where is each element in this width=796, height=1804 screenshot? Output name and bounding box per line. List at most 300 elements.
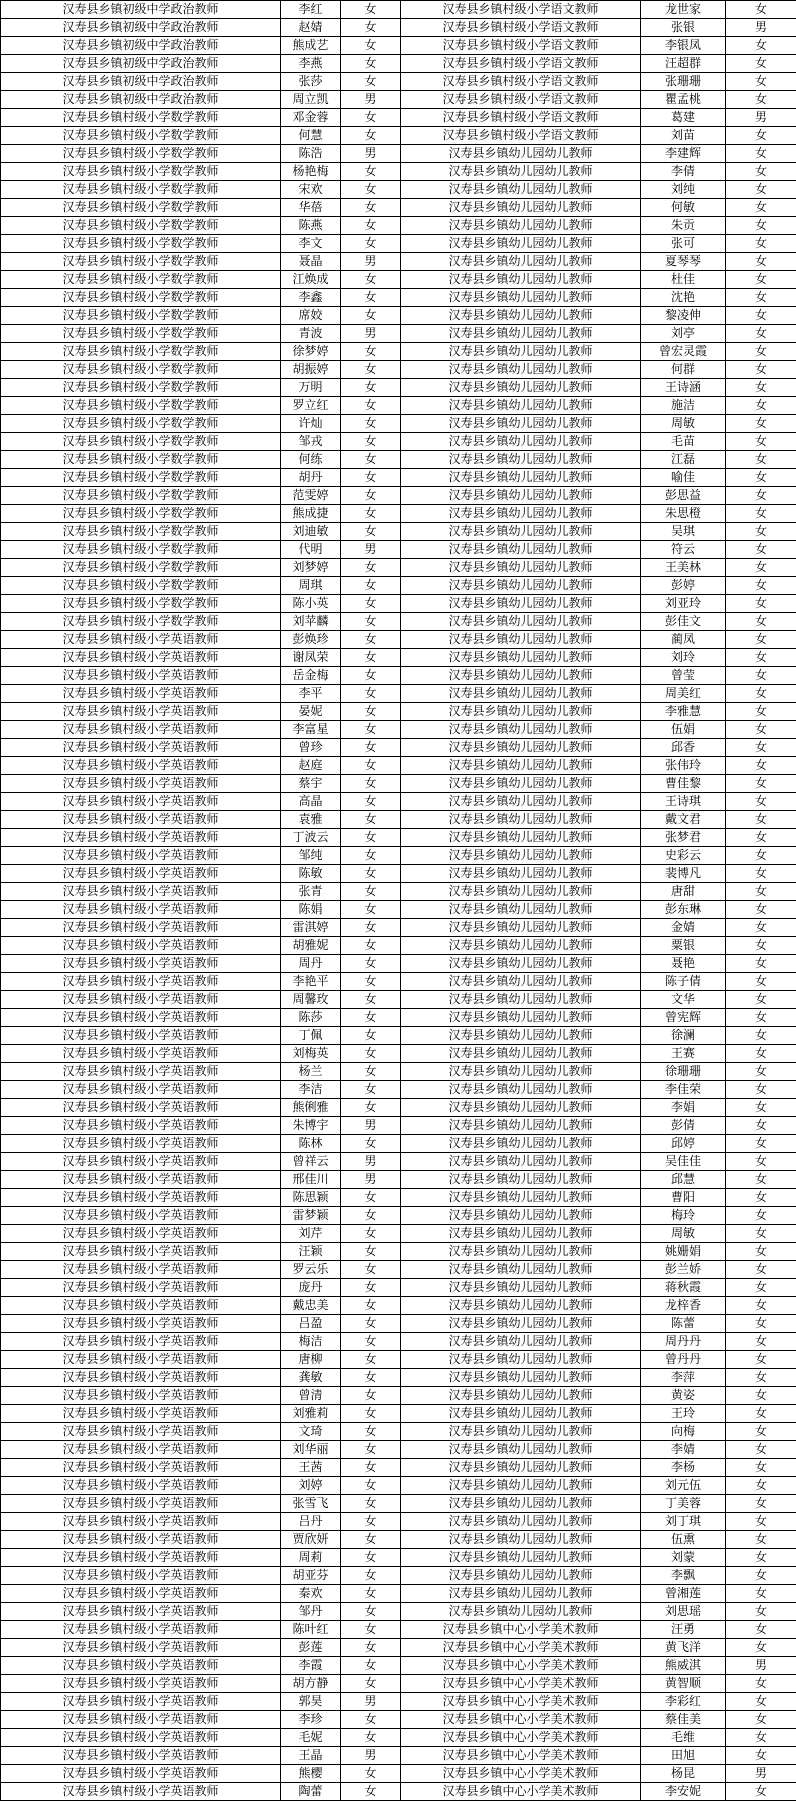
left-gender-cell: 女 bbox=[341, 1189, 401, 1207]
left-post-cell: 汉寿县乡镇村级小学英语教师 bbox=[1, 1189, 281, 1207]
right-post-cell: 汉寿县乡镇幼儿园幼儿教师 bbox=[401, 1045, 641, 1063]
right-gender-cell: 女 bbox=[726, 325, 796, 343]
left-gender-cell: 女 bbox=[341, 1495, 401, 1513]
table-row bbox=[1, 1513, 796, 1531]
right-name-cell: 陈蕾 bbox=[641, 1315, 726, 1333]
left-gender-cell: 女 bbox=[341, 433, 401, 451]
left-gender-cell: 女 bbox=[341, 1, 401, 19]
left-name-cell: 李艳平 bbox=[281, 973, 341, 991]
left-name-cell: 李文 bbox=[281, 235, 341, 253]
table-row bbox=[1, 1675, 796, 1693]
left-gender-cell: 女 bbox=[341, 775, 401, 793]
right-name-cell: 伍娟 bbox=[641, 721, 726, 739]
right-name-cell: 张伟玲 bbox=[641, 757, 726, 775]
right-gender-cell: 女 bbox=[726, 1351, 796, 1369]
right-name-cell: 李银凤 bbox=[641, 37, 726, 55]
right-gender-cell: 男 bbox=[726, 19, 796, 37]
right-name-cell: 曾湘莲 bbox=[641, 1585, 726, 1603]
right-gender-cell: 女 bbox=[726, 1369, 796, 1387]
right-gender-cell: 女 bbox=[726, 1387, 796, 1405]
left-post-cell: 汉寿县乡镇初级中学政治教师 bbox=[1, 37, 281, 55]
right-gender-cell: 女 bbox=[726, 685, 796, 703]
left-post-cell: 汉寿县乡镇村级小学英语教师 bbox=[1, 1675, 281, 1693]
left-name-cell: 李霞 bbox=[281, 1657, 341, 1675]
right-name-cell: 李安妮 bbox=[641, 1783, 726, 1801]
right-post-cell: 汉寿县乡镇幼儿园幼儿教师 bbox=[401, 829, 641, 847]
right-name-cell: 田旭 bbox=[641, 1747, 726, 1765]
table-row bbox=[1, 451, 796, 469]
left-name-cell: 罗立红 bbox=[281, 397, 341, 415]
right-name-cell: 刘丁琪 bbox=[641, 1513, 726, 1531]
left-name-cell: 江焕成 bbox=[281, 271, 341, 289]
left-post-cell: 汉寿县乡镇村级小学数学教师 bbox=[1, 613, 281, 631]
left-name-cell: 李富星 bbox=[281, 721, 341, 739]
left-name-cell: 席姣 bbox=[281, 307, 341, 325]
left-gender-cell: 女 bbox=[341, 1657, 401, 1675]
left-name-cell: 贾欣妍 bbox=[281, 1531, 341, 1549]
table-row bbox=[1, 793, 796, 811]
right-gender-cell: 女 bbox=[726, 1675, 796, 1693]
right-post-cell: 汉寿县乡镇幼儿园幼儿教师 bbox=[401, 253, 641, 271]
left-gender-cell: 女 bbox=[341, 865, 401, 883]
left-name-cell: 袁雅 bbox=[281, 811, 341, 829]
right-gender-cell: 女 bbox=[726, 37, 796, 55]
left-post-cell: 汉寿县乡镇村级小学英语教师 bbox=[1, 1351, 281, 1369]
left-post-cell: 汉寿县乡镇村级小学英语教师 bbox=[1, 1729, 281, 1747]
left-gender-cell: 女 bbox=[341, 199, 401, 217]
right-post-cell: 汉寿县乡镇中心小学美术教师 bbox=[401, 1657, 641, 1675]
table-row bbox=[1, 1, 796, 19]
left-name-cell: 邹丹 bbox=[281, 1603, 341, 1621]
right-post-cell: 汉寿县乡镇幼儿园幼儿教师 bbox=[401, 505, 641, 523]
left-post-cell: 汉寿县乡镇村级小学英语教师 bbox=[1, 1405, 281, 1423]
left-post-cell: 汉寿县乡镇初级中学政治教师 bbox=[1, 19, 281, 37]
left-name-cell: 曾珍 bbox=[281, 739, 341, 757]
left-post-cell: 汉寿县乡镇村级小学数学教师 bbox=[1, 415, 281, 433]
left-name-cell: 李平 bbox=[281, 685, 341, 703]
right-post-cell: 汉寿县乡镇幼儿园幼儿教师 bbox=[401, 1153, 641, 1171]
right-post-cell: 汉寿县乡镇幼儿园幼儿教师 bbox=[401, 199, 641, 217]
right-name-cell: 邱香 bbox=[641, 739, 726, 757]
right-name-cell: 彭倩 bbox=[641, 1117, 726, 1135]
left-gender-cell: 女 bbox=[341, 109, 401, 127]
left-gender-cell: 女 bbox=[341, 1243, 401, 1261]
left-gender-cell: 女 bbox=[341, 847, 401, 865]
left-name-cell: 毛妮 bbox=[281, 1729, 341, 1747]
left-gender-cell: 女 bbox=[341, 1459, 401, 1477]
left-gender-cell: 女 bbox=[341, 685, 401, 703]
right-gender-cell: 女 bbox=[726, 181, 796, 199]
table-row bbox=[1, 271, 796, 289]
table-row bbox=[1, 163, 796, 181]
left-post-cell: 汉寿县乡镇村级小学英语教师 bbox=[1, 1171, 281, 1189]
right-post-cell: 汉寿县乡镇村级小学语文教师 bbox=[401, 73, 641, 91]
left-post-cell: 汉寿县乡镇村级小学英语教师 bbox=[1, 1243, 281, 1261]
left-name-cell: 高晶 bbox=[281, 793, 341, 811]
left-name-cell: 范雯婷 bbox=[281, 487, 341, 505]
left-gender-cell: 女 bbox=[341, 1477, 401, 1495]
left-name-cell: 熊成艺 bbox=[281, 37, 341, 55]
left-post-cell: 汉寿县乡镇村级小学数学教师 bbox=[1, 181, 281, 199]
right-post-cell: 汉寿县乡镇幼儿园幼儿教师 bbox=[401, 163, 641, 181]
table-row bbox=[1, 559, 796, 577]
right-name-cell: 熊威淇 bbox=[641, 1657, 726, 1675]
right-post-cell: 汉寿县乡镇幼儿园幼儿教师 bbox=[401, 1171, 641, 1189]
left-post-cell: 汉寿县乡镇村级小学英语教师 bbox=[1, 1513, 281, 1531]
right-name-cell: 李飘 bbox=[641, 1567, 726, 1585]
left-name-cell: 陈叶红 bbox=[281, 1621, 341, 1639]
left-name-cell: 张莎 bbox=[281, 73, 341, 91]
left-gender-cell: 男 bbox=[341, 91, 401, 109]
left-gender-cell: 女 bbox=[341, 379, 401, 397]
right-post-cell: 汉寿县乡镇幼儿园幼儿教师 bbox=[401, 667, 641, 685]
table-row bbox=[1, 595, 796, 613]
left-post-cell: 汉寿县乡镇村级小学数学教师 bbox=[1, 271, 281, 289]
right-post-cell: 汉寿县乡镇幼儿园幼儿教师 bbox=[401, 451, 641, 469]
left-gender-cell: 女 bbox=[341, 415, 401, 433]
right-gender-cell: 女 bbox=[726, 1567, 796, 1585]
left-gender-cell: 女 bbox=[341, 1297, 401, 1315]
right-gender-cell: 女 bbox=[726, 73, 796, 91]
left-post-cell: 汉寿县乡镇村级小学英语教师 bbox=[1, 1027, 281, 1045]
right-gender-cell: 女 bbox=[726, 1243, 796, 1261]
right-gender-cell: 女 bbox=[726, 91, 796, 109]
right-gender-cell: 女 bbox=[726, 415, 796, 433]
table-row bbox=[1, 1099, 796, 1117]
table-row bbox=[1, 487, 796, 505]
table-row bbox=[1, 703, 796, 721]
table-row bbox=[1, 775, 796, 793]
right-post-cell: 汉寿县乡镇幼儿园幼儿教师 bbox=[401, 703, 641, 721]
left-post-cell: 汉寿县乡镇村级小学英语教师 bbox=[1, 919, 281, 937]
left-post-cell: 汉寿县乡镇村级小学英语教师 bbox=[1, 703, 281, 721]
table-row bbox=[1, 253, 796, 271]
left-name-cell: 刘苹麟 bbox=[281, 613, 341, 631]
table-row bbox=[1, 397, 796, 415]
left-name-cell: 王茜 bbox=[281, 1459, 341, 1477]
table-row bbox=[1, 325, 796, 343]
right-name-cell: 史彩云 bbox=[641, 847, 726, 865]
left-gender-cell: 女 bbox=[341, 901, 401, 919]
right-gender-cell: 女 bbox=[726, 1189, 796, 1207]
left-post-cell: 汉寿县乡镇初级中学政治教师 bbox=[1, 91, 281, 109]
right-name-cell: 李婧 bbox=[641, 1441, 726, 1459]
left-post-cell: 汉寿县乡镇村级小学数学教师 bbox=[1, 289, 281, 307]
right-name-cell: 张梦君 bbox=[641, 829, 726, 847]
left-name-cell: 熊俐雅 bbox=[281, 1099, 341, 1117]
left-gender-cell: 女 bbox=[341, 1081, 401, 1099]
right-gender-cell: 女 bbox=[726, 1603, 796, 1621]
left-gender-cell: 男 bbox=[341, 1117, 401, 1135]
right-post-cell: 汉寿县乡镇幼儿园幼儿教师 bbox=[401, 721, 641, 739]
right-name-cell: 江磊 bbox=[641, 451, 726, 469]
right-gender-cell: 女 bbox=[726, 433, 796, 451]
right-name-cell: 周美红 bbox=[641, 685, 726, 703]
right-post-cell: 汉寿县乡镇中心小学美术教师 bbox=[401, 1765, 641, 1783]
left-post-cell: 汉寿县乡镇村级小学英语教师 bbox=[1, 901, 281, 919]
left-gender-cell: 女 bbox=[341, 1621, 401, 1639]
left-gender-cell: 女 bbox=[341, 1135, 401, 1153]
right-post-cell: 汉寿县乡镇幼儿园幼儿教师 bbox=[401, 865, 641, 883]
left-post-cell: 汉寿县乡镇村级小学英语教师 bbox=[1, 667, 281, 685]
right-post-cell: 汉寿县乡镇幼儿园幼儿教师 bbox=[401, 1441, 641, 1459]
right-post-cell: 汉寿县乡镇幼儿园幼儿教师 bbox=[401, 811, 641, 829]
right-gender-cell: 女 bbox=[726, 1477, 796, 1495]
left-name-cell: 陈燕 bbox=[281, 217, 341, 235]
left-name-cell: 陶蕾 bbox=[281, 1783, 341, 1801]
right-post-cell: 汉寿县乡镇中心小学美术教师 bbox=[401, 1783, 641, 1801]
right-name-cell: 王诗涵 bbox=[641, 379, 726, 397]
right-gender-cell: 女 bbox=[726, 361, 796, 379]
left-gender-cell: 女 bbox=[341, 919, 401, 937]
left-post-cell: 汉寿县乡镇村级小学英语教师 bbox=[1, 1603, 281, 1621]
table-row bbox=[1, 613, 796, 631]
left-post-cell: 汉寿县乡镇村级小学英语教师 bbox=[1, 1315, 281, 1333]
right-gender-cell: 女 bbox=[726, 667, 796, 685]
left-gender-cell: 女 bbox=[341, 505, 401, 523]
left-gender-cell: 男 bbox=[341, 1171, 401, 1189]
right-gender-cell: 女 bbox=[726, 1099, 796, 1117]
right-name-cell: 张珊珊 bbox=[641, 73, 726, 91]
left-name-cell: 唐柳 bbox=[281, 1351, 341, 1369]
right-name-cell: 周敏 bbox=[641, 1225, 726, 1243]
left-post-cell: 汉寿县乡镇村级小学英语教师 bbox=[1, 1045, 281, 1063]
right-post-cell: 汉寿县乡镇村级小学语文教师 bbox=[401, 1, 641, 19]
table-row bbox=[1, 1171, 796, 1189]
left-gender-cell: 男 bbox=[341, 1153, 401, 1171]
table-row bbox=[1, 1333, 796, 1351]
right-name-cell: 何敏 bbox=[641, 199, 726, 217]
left-post-cell: 汉寿县乡镇村级小学英语教师 bbox=[1, 1783, 281, 1801]
left-post-cell: 汉寿县乡镇初级中学政治教师 bbox=[1, 55, 281, 73]
left-post-cell: 汉寿县乡镇初级中学政治教师 bbox=[1, 73, 281, 91]
right-name-cell: 刘苗 bbox=[641, 127, 726, 145]
left-post-cell: 汉寿县乡镇村级小学英语教师 bbox=[1, 1459, 281, 1477]
left-gender-cell: 女 bbox=[341, 1099, 401, 1117]
right-post-cell: 汉寿县乡镇幼儿园幼儿教师 bbox=[401, 1315, 641, 1333]
right-gender-cell: 女 bbox=[726, 793, 796, 811]
left-gender-cell: 男 bbox=[341, 325, 401, 343]
right-gender-cell: 女 bbox=[726, 811, 796, 829]
right-name-cell: 徐澜 bbox=[641, 1027, 726, 1045]
right-gender-cell: 女 bbox=[726, 1279, 796, 1297]
left-name-cell: 戴忠美 bbox=[281, 1297, 341, 1315]
left-name-cell: 胡雅妮 bbox=[281, 937, 341, 955]
right-gender-cell: 女 bbox=[726, 595, 796, 613]
right-name-cell: 周丹丹 bbox=[641, 1333, 726, 1351]
table-row bbox=[1, 991, 796, 1009]
right-post-cell: 汉寿县乡镇幼儿园幼儿教师 bbox=[401, 1261, 641, 1279]
left-name-cell: 代明 bbox=[281, 541, 341, 559]
table-row bbox=[1, 1711, 796, 1729]
right-name-cell: 施洁 bbox=[641, 397, 726, 415]
left-post-cell: 汉寿县乡镇村级小学英语教师 bbox=[1, 847, 281, 865]
right-gender-cell: 女 bbox=[726, 1063, 796, 1081]
left-post-cell: 汉寿县乡镇村级小学英语教师 bbox=[1, 1747, 281, 1765]
right-gender-cell: 女 bbox=[726, 847, 796, 865]
left-gender-cell: 女 bbox=[341, 757, 401, 775]
right-gender-cell: 女 bbox=[726, 955, 796, 973]
right-gender-cell: 女 bbox=[726, 253, 796, 271]
left-gender-cell: 女 bbox=[341, 577, 401, 595]
table-row bbox=[1, 1585, 796, 1603]
left-name-cell: 宋欢 bbox=[281, 181, 341, 199]
right-gender-cell: 女 bbox=[726, 1045, 796, 1063]
left-post-cell: 汉寿县乡镇村级小学英语教师 bbox=[1, 1225, 281, 1243]
right-name-cell: 张银 bbox=[641, 19, 726, 37]
left-name-cell: 邹戎 bbox=[281, 433, 341, 451]
left-gender-cell: 女 bbox=[341, 1225, 401, 1243]
table-row bbox=[1, 109, 796, 127]
right-gender-cell: 女 bbox=[726, 1459, 796, 1477]
right-post-cell: 汉寿县乡镇中心小学美术教师 bbox=[401, 1711, 641, 1729]
left-gender-cell: 女 bbox=[341, 811, 401, 829]
right-gender-cell: 男 bbox=[726, 109, 796, 127]
right-name-cell: 杨昆 bbox=[641, 1765, 726, 1783]
right-gender-cell: 女 bbox=[726, 1639, 796, 1657]
table-row bbox=[1, 217, 796, 235]
table-row bbox=[1, 1783, 796, 1801]
table-body bbox=[1, 1, 796, 1801]
right-gender-cell: 女 bbox=[726, 703, 796, 721]
right-gender-cell: 女 bbox=[726, 1117, 796, 1135]
right-gender-cell: 女 bbox=[726, 1747, 796, 1765]
right-name-cell: 李彩红 bbox=[641, 1693, 726, 1711]
right-post-cell: 汉寿县乡镇幼儿园幼儿教师 bbox=[401, 1117, 641, 1135]
table-row bbox=[1, 919, 796, 937]
table-row bbox=[1, 127, 796, 145]
left-name-cell: 万明 bbox=[281, 379, 341, 397]
right-name-cell: 徐珊珊 bbox=[641, 1063, 726, 1081]
left-gender-cell: 女 bbox=[341, 397, 401, 415]
right-name-cell: 金婧 bbox=[641, 919, 726, 937]
left-name-cell: 李红 bbox=[281, 1, 341, 19]
left-post-cell: 汉寿县乡镇村级小学数学教师 bbox=[1, 595, 281, 613]
right-gender-cell: 女 bbox=[726, 631, 796, 649]
left-name-cell: 李洁 bbox=[281, 1081, 341, 1099]
right-gender-cell: 女 bbox=[726, 397, 796, 415]
left-gender-cell: 女 bbox=[341, 703, 401, 721]
right-post-cell: 汉寿县乡镇幼儿园幼儿教师 bbox=[401, 631, 641, 649]
table-row bbox=[1, 1009, 796, 1027]
table-row bbox=[1, 181, 796, 199]
right-name-cell: 蔺凤 bbox=[641, 631, 726, 649]
right-post-cell: 汉寿县乡镇幼儿园幼儿教师 bbox=[401, 1423, 641, 1441]
left-gender-cell: 女 bbox=[341, 469, 401, 487]
right-post-cell: 汉寿县乡镇幼儿园幼儿教师 bbox=[401, 883, 641, 901]
left-post-cell: 汉寿县乡镇村级小学数学教师 bbox=[1, 397, 281, 415]
left-post-cell: 汉寿县乡镇村级小学数学教师 bbox=[1, 127, 281, 145]
table-row bbox=[1, 937, 796, 955]
left-name-cell: 陈思颖 bbox=[281, 1189, 341, 1207]
right-gender-cell: 女 bbox=[726, 649, 796, 667]
right-name-cell: 朱思橙 bbox=[641, 505, 726, 523]
left-gender-cell: 男 bbox=[341, 145, 401, 163]
right-post-cell: 汉寿县乡镇中心小学美术教师 bbox=[401, 1693, 641, 1711]
right-post-cell: 汉寿县乡镇幼儿园幼儿教师 bbox=[401, 1297, 641, 1315]
left-name-cell: 华蓓 bbox=[281, 199, 341, 217]
left-post-cell: 汉寿县乡镇村级小学数学教师 bbox=[1, 109, 281, 127]
table-row bbox=[1, 1657, 796, 1675]
right-post-cell: 汉寿县乡镇中心小学美术教师 bbox=[401, 1747, 641, 1765]
right-post-cell: 汉寿县乡镇幼儿园幼儿教师 bbox=[401, 1279, 641, 1297]
table-row bbox=[1, 1189, 796, 1207]
left-gender-cell: 女 bbox=[341, 73, 401, 91]
right-gender-cell: 女 bbox=[726, 865, 796, 883]
left-name-cell: 谢凤荣 bbox=[281, 649, 341, 667]
right-gender-cell: 女 bbox=[726, 379, 796, 397]
right-gender-cell: 女 bbox=[726, 577, 796, 595]
right-post-cell: 汉寿县乡镇幼儿园幼儿教师 bbox=[401, 1225, 641, 1243]
right-post-cell: 汉寿县乡镇幼儿园幼儿教师 bbox=[401, 1009, 641, 1027]
right-name-cell: 瞿孟桃 bbox=[641, 91, 726, 109]
right-gender-cell: 女 bbox=[726, 973, 796, 991]
left-post-cell: 汉寿县乡镇村级小学数学教师 bbox=[1, 343, 281, 361]
left-post-cell: 汉寿县乡镇村级小学数学教师 bbox=[1, 469, 281, 487]
right-gender-cell: 女 bbox=[726, 919, 796, 937]
table-row bbox=[1, 811, 796, 829]
table-row bbox=[1, 19, 796, 37]
left-post-cell: 汉寿县乡镇村级小学数学教师 bbox=[1, 433, 281, 451]
left-post-cell: 汉寿县乡镇村级小学英语教师 bbox=[1, 883, 281, 901]
right-gender-cell: 女 bbox=[726, 559, 796, 577]
left-name-cell: 周丹 bbox=[281, 955, 341, 973]
right-gender-cell: 女 bbox=[726, 1207, 796, 1225]
left-name-cell: 熊樱 bbox=[281, 1765, 341, 1783]
right-name-cell: 李娟 bbox=[641, 1099, 726, 1117]
left-gender-cell: 女 bbox=[341, 829, 401, 847]
left-name-cell: 徐梦婷 bbox=[281, 343, 341, 361]
left-post-cell: 汉寿县乡镇村级小学数学教师 bbox=[1, 325, 281, 343]
right-name-cell: 向梅 bbox=[641, 1423, 726, 1441]
right-gender-cell: 女 bbox=[726, 1, 796, 19]
right-gender-cell: 女 bbox=[726, 1585, 796, 1603]
right-name-cell: 毛维 bbox=[641, 1729, 726, 1747]
left-post-cell: 汉寿县乡镇村级小学数学教师 bbox=[1, 487, 281, 505]
table-row bbox=[1, 235, 796, 253]
left-name-cell: 李鑫 bbox=[281, 289, 341, 307]
right-name-cell: 葛建 bbox=[641, 109, 726, 127]
right-gender-cell: 女 bbox=[726, 217, 796, 235]
right-post-cell: 汉寿县乡镇幼儿园幼儿教师 bbox=[401, 973, 641, 991]
right-name-cell: 刘思瑶 bbox=[641, 1603, 726, 1621]
left-gender-cell: 女 bbox=[341, 649, 401, 667]
left-name-cell: 杨兰 bbox=[281, 1063, 341, 1081]
left-post-cell: 汉寿县乡镇村级小学数学教师 bbox=[1, 577, 281, 595]
left-name-cell: 文琦 bbox=[281, 1423, 341, 1441]
right-gender-cell: 女 bbox=[726, 1171, 796, 1189]
left-post-cell: 汉寿县乡镇村级小学英语教师 bbox=[1, 721, 281, 739]
table-row bbox=[1, 1549, 796, 1567]
left-name-cell: 彭莲 bbox=[281, 1639, 341, 1657]
left-name-cell: 何慧 bbox=[281, 127, 341, 145]
right-gender-cell: 女 bbox=[726, 1135, 796, 1153]
right-name-cell: 曾宏灵霞 bbox=[641, 343, 726, 361]
left-name-cell: 丁波云 bbox=[281, 829, 341, 847]
left-name-cell: 彭焕珍 bbox=[281, 631, 341, 649]
right-post-cell: 汉寿县乡镇幼儿园幼儿教师 bbox=[401, 1567, 641, 1585]
left-gender-cell: 男 bbox=[341, 1747, 401, 1765]
left-gender-cell: 女 bbox=[341, 1027, 401, 1045]
left-name-cell: 胡亚芬 bbox=[281, 1567, 341, 1585]
table-row bbox=[1, 1729, 796, 1747]
right-gender-cell: 女 bbox=[726, 1711, 796, 1729]
right-post-cell: 汉寿县乡镇幼儿园幼儿教师 bbox=[401, 1135, 641, 1153]
right-name-cell: 李杨 bbox=[641, 1459, 726, 1477]
table-row bbox=[1, 1243, 796, 1261]
right-name-cell: 文华 bbox=[641, 991, 726, 1009]
right-name-cell: 何群 bbox=[641, 361, 726, 379]
